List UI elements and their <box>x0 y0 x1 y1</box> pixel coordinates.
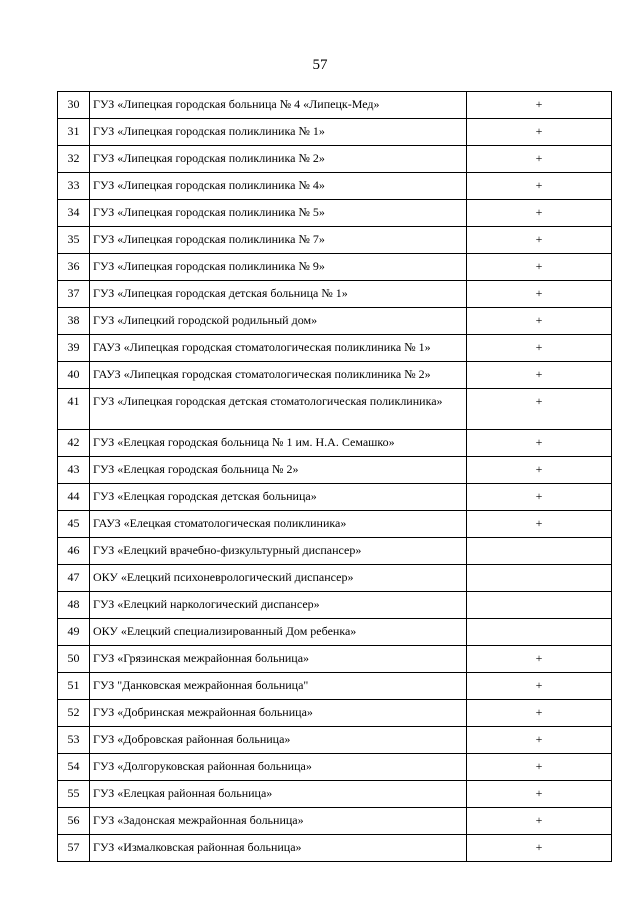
row-number-cell: 37 <box>58 281 90 308</box>
mark-cell: + <box>467 335 612 362</box>
table-row <box>58 511 612 538</box>
institution-name-cell: ГУЗ «Липецкая городская больница № 4 «Липецк-Мед» <box>90 92 467 119</box>
mark-cell: + <box>467 173 612 200</box>
institution-name-cell: ГУЗ «Елецкая городская больница № 1 им. Н.А. Семашко» <box>90 430 467 457</box>
table-row <box>58 835 612 862</box>
row-number-cell: 39 <box>58 335 90 362</box>
table-row <box>58 389 612 430</box>
table-row <box>58 565 612 592</box>
table-row <box>58 146 612 173</box>
institution-name-cell: ГУЗ "Данковская межрайонная больница" <box>90 673 467 700</box>
row-number-cell: 57 <box>58 835 90 862</box>
table-row <box>58 754 612 781</box>
row-number-cell: 32 <box>58 146 90 173</box>
row-number-cell: 46 <box>58 538 90 565</box>
row-number-cell: 44 <box>58 484 90 511</box>
table-row <box>58 281 612 308</box>
institution-name-cell: ГУЗ «Елецкий врачебно-физкультурный диспансер» <box>90 538 467 565</box>
mark-cell <box>467 592 612 619</box>
row-number-cell: 36 <box>58 254 90 281</box>
row-number-cell: 43 <box>58 457 90 484</box>
row-number-cell: 47 <box>58 565 90 592</box>
institution-name-cell: ГУЗ «Липецкая городская детская больница № 1» <box>90 281 467 308</box>
row-number-cell: 35 <box>58 227 90 254</box>
mark-cell: + <box>467 362 612 389</box>
institution-name-cell: ГУЗ «Липецкая городская поликлиника № 4» <box>90 173 467 200</box>
institution-name-cell: ГУЗ «Долгоруковская районная больница» <box>90 754 467 781</box>
mark-cell: + <box>467 281 612 308</box>
institutions-table <box>57 91 612 862</box>
institution-name-cell: ГУЗ «Липецкая городская поликлиника № 7» <box>90 227 467 254</box>
table-row <box>58 484 612 511</box>
institution-name-cell: ГАУЗ «Липецкая городская стоматологическая поликлиника № 2» <box>90 362 467 389</box>
table-row <box>58 619 612 646</box>
mark-cell: + <box>467 484 612 511</box>
row-number-cell: 51 <box>58 673 90 700</box>
page-number: 57 <box>312 57 328 73</box>
table-row <box>58 538 612 565</box>
institution-name-cell: ГУЗ «Задонская межрайонная больница» <box>90 808 467 835</box>
mark-cell: + <box>467 781 612 808</box>
mark-cell: + <box>467 646 612 673</box>
table-row <box>58 781 612 808</box>
institution-name-cell: ОКУ «Елецкий специализированный Дом ребенка» <box>90 619 467 646</box>
table-row <box>58 173 612 200</box>
table-row <box>58 119 612 146</box>
table-row <box>58 254 612 281</box>
mark-cell <box>467 565 612 592</box>
row-number-cell: 41 <box>58 389 90 430</box>
table-row <box>58 457 612 484</box>
table-row <box>58 308 612 335</box>
table-row <box>58 592 612 619</box>
row-number-cell: 40 <box>58 362 90 389</box>
row-number-cell: 31 <box>58 119 90 146</box>
institution-name-cell: ОКУ «Елецкий психоневрологический диспансер» <box>90 565 467 592</box>
mark-cell: + <box>467 146 612 173</box>
mark-cell: + <box>467 92 612 119</box>
mark-cell: + <box>467 254 612 281</box>
row-number-cell: 48 <box>58 592 90 619</box>
institution-name-cell: ГУЗ «Липецкий городской родильный дом» <box>90 308 467 335</box>
mark-cell: + <box>467 430 612 457</box>
table-row <box>58 808 612 835</box>
row-number-cell: 49 <box>58 619 90 646</box>
mark-cell: + <box>467 673 612 700</box>
institutions-table-body <box>58 92 612 862</box>
row-number-cell: 55 <box>58 781 90 808</box>
institution-name-cell: ГАУЗ «Елецкая стоматологическая поликлиника» <box>90 511 467 538</box>
row-number-cell: 30 <box>58 92 90 119</box>
table-row <box>58 92 612 119</box>
mark-cell: + <box>467 754 612 781</box>
institution-name-cell: ГУЗ «Грязинская межрайонная больница» <box>90 646 467 673</box>
institution-name-cell: ГУЗ «Липецкая городская поликлиника № 1» <box>90 119 467 146</box>
mark-cell: + <box>467 119 612 146</box>
row-number-cell: 33 <box>58 173 90 200</box>
row-number-cell: 53 <box>58 727 90 754</box>
table-row <box>58 362 612 389</box>
mark-cell: + <box>467 511 612 538</box>
institution-name-cell: ГУЗ «Елецкий наркологический диспансер» <box>90 592 467 619</box>
institution-name-cell: ГУЗ «Липецкая городская поликлиника № 2» <box>90 146 467 173</box>
mark-cell: + <box>467 808 612 835</box>
table-row <box>58 200 612 227</box>
institution-name-cell: ГУЗ «Добровская районная больница» <box>90 727 467 754</box>
mark-cell: + <box>467 700 612 727</box>
mark-cell: + <box>467 727 612 754</box>
table-row <box>58 673 612 700</box>
row-number-cell: 52 <box>58 700 90 727</box>
institution-name-cell: ГУЗ «Добринская межрайонная больница» <box>90 700 467 727</box>
mark-cell: + <box>467 200 612 227</box>
table-row <box>58 700 612 727</box>
table-row <box>58 430 612 457</box>
mark-cell: + <box>467 457 612 484</box>
row-number-cell: 34 <box>58 200 90 227</box>
institution-name-cell: ГУЗ «Елецкая районная больница» <box>90 781 467 808</box>
mark-cell: + <box>467 835 612 862</box>
institution-name-cell: ГУЗ «Елецкая городская больница № 2» <box>90 457 467 484</box>
table-row <box>58 335 612 362</box>
row-number-cell: 42 <box>58 430 90 457</box>
institution-name-cell: ГУЗ «Липецкая городская поликлиника № 5» <box>90 200 467 227</box>
institution-name-cell: ГУЗ «Елецкая городская детская больница» <box>90 484 467 511</box>
mark-cell: + <box>467 389 612 430</box>
mark-cell <box>467 619 612 646</box>
table-row <box>58 227 612 254</box>
institution-name-cell: ГАУЗ «Липецкая городская стоматологическая поликлиника № 1» <box>90 335 467 362</box>
mark-cell <box>467 538 612 565</box>
table-row <box>58 646 612 673</box>
table-row <box>58 727 612 754</box>
institution-name-cell: ГУЗ «Измалковская районная больница» <box>90 835 467 862</box>
row-number-cell: 50 <box>58 646 90 673</box>
row-number-cell: 56 <box>58 808 90 835</box>
institution-name-cell: ГУЗ «Липецкая городская поликлиника № 9» <box>90 254 467 281</box>
mark-cell: + <box>467 227 612 254</box>
row-number-cell: 54 <box>58 754 90 781</box>
institution-name-cell: ГУЗ «Липецкая городская детская стоматологическая поликлиника» <box>90 389 467 430</box>
mark-cell: + <box>467 308 612 335</box>
row-number-cell: 38 <box>58 308 90 335</box>
row-number-cell: 45 <box>58 511 90 538</box>
